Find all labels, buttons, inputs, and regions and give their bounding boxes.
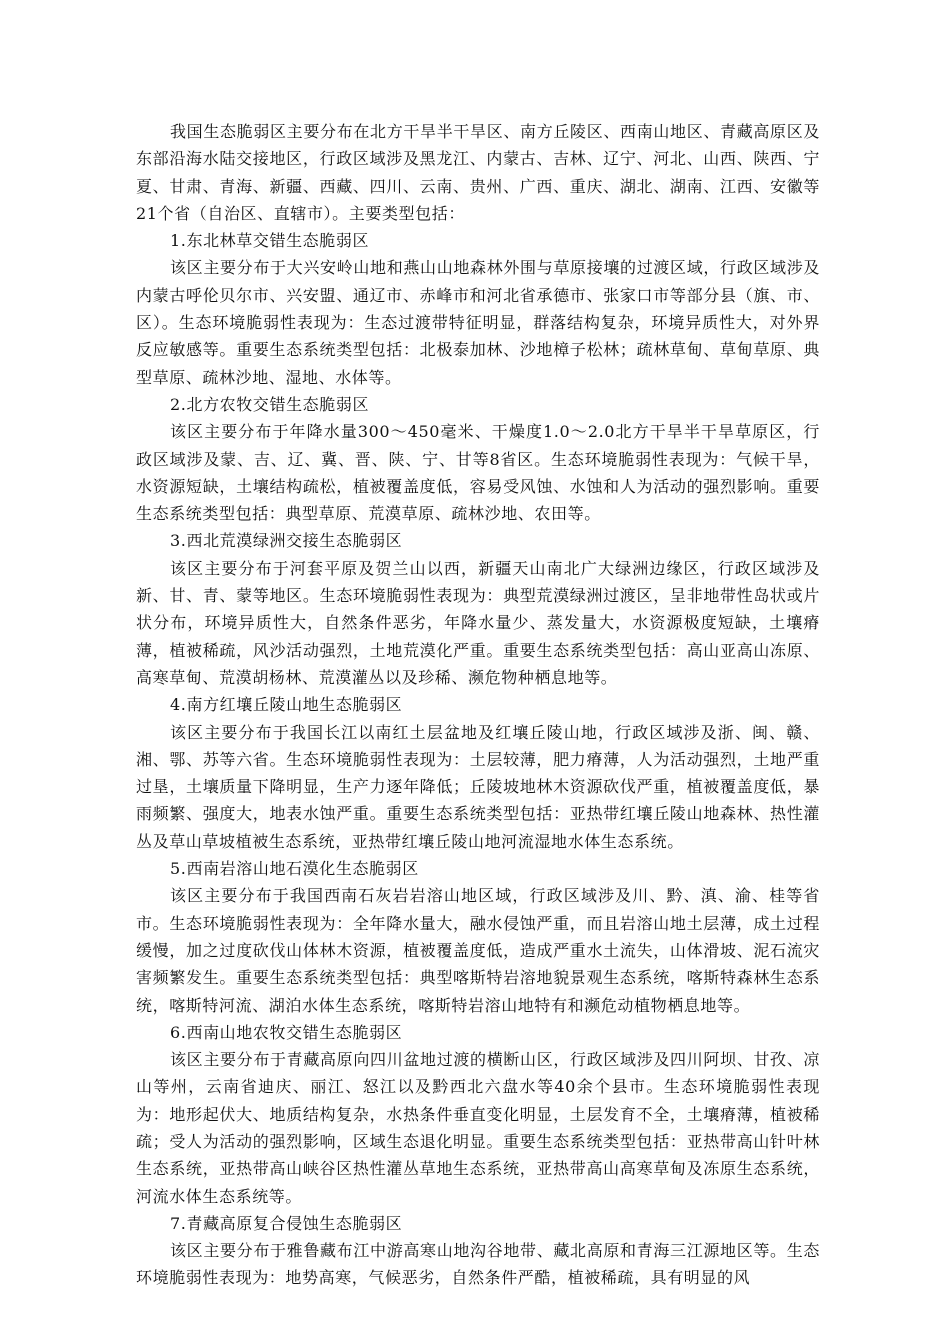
section-body-5: 该区主要分布于我国西南石灰岩岩溶山地区域，行政区域涉及川、黔、滇、渝、桂等省市。生态环境脆弱性表现为：全年降水量大，融水侵蚀严重，而且岩溶山地土层薄，成土过程缓慢，加之过度砍伐山体林木资源，植被覆盖度低，造成严重水土流失，山体滑坡、泥石流灾害频繁发生。重要生态系统类型包括：典型喀斯特岩溶地貌景观生态系统，喀斯特森林生态系统，喀斯特河流、湖泊水体生态系统，喀斯特岩溶山地特有和濒危动植物栖息地等。 (136, 886, 820, 1015)
section-heading-1: 1.东北林草交错生态脆弱区 (170, 231, 370, 251)
section-heading-3: 3.西北荒漠绿洲交接生态脆弱区 (170, 531, 403, 551)
section-body-4: 该区主要分布于我国长江以南红土层盆地及红壤丘陵山地，行政区域涉及浙、闽、赣、湘、鄂、苏等六省。生态环境脆弱性表现为：土层较薄，肥力瘠薄，人为活动强烈，土地严重过垦，土壤质量下降明显，生产力逐年降低；丘陵坡地林木资源砍伐严重，植被覆盖度低，暴雨频繁、强度大，地表水蚀严重。重要生态系统类型包括：亚热带红壤丘陵山地森林、热性灌丛及草山草坡植被生态系统，亚热带红壤丘陵山地河流湿地水体生态系统。 (136, 722, 820, 851)
section-heading-5: 5.西南岩溶山地石漠化生态脆弱区 (170, 859, 419, 879)
section-heading-2: 2.北方农牧交错生态脆弱区 (170, 394, 370, 414)
section-body-3: 该区主要分布于河套平原及贺兰山以西，新疆天山南北广大绿洲边缘区，行政区域涉及新、甘、青、蒙等地区。生态环境脆弱性表现为：典型荒漠绿洲过渡区，呈非地带性岛状或片状分布，环境异质性大，自然条件恶劣，年降水量少、蒸发量大，水资源极度短缺，土壤瘠薄，植被稀疏，风沙活动强烈，土地荒漠化严重。重要生态系统类型包括：高山亚高山冻原、高寒草甸、荒漠胡杨林、荒漠灌丛以及珍稀、濒危物种栖息地等。 (136, 558, 820, 687)
section-body-6: 该区主要分布于青藏高原向四川盆地过渡的横断山区，行政区域涉及四川阿坝、甘孜、凉山等州，云南省迪庆、丽江、怒江以及黔西北六盘水等40余个县市。生态环境脆弱性表现为：地形起伏大、地质结构复杂，水热条件垂直变化明显，土层发育不全，土壤瘠薄，植被稀疏；受人为活动的强烈影响，区域生态退化明显。重要生态系统类型包括：亚热带高山针叶林生态系统，亚热带高山峡谷区热性灌丛草地生态系统，亚热带高山高寒草甸及冻原生态系统，河流水体生态系统等。 (136, 1050, 820, 1206)
intro-paragraph: 我国生态脆弱区主要分布在北方干旱半干旱区、南方丘陵区、西南山地区、青藏高原区及东部沿海水陆交接地区，行政区域涉及黑龙江、内蒙古、吉林、辽宁、河北、山西、陕西、宁夏、甘肃、青海、新疆、西藏、四川、云南、贵州、广西、重庆、湖北、湖南、江西、安徽等21个省（自治区、直辖市）。主要类型包括： (136, 122, 820, 223)
section-heading-7: 7.青藏高原复合侵蚀生态脆弱区 (170, 1213, 403, 1233)
section-heading-4: 4.南方红壤丘陵山地生态脆弱区 (170, 695, 403, 715)
section-body-1: 该区主要分布于大兴安岭山地和燕山山地森林外围与草原接壤的过渡区域，行政区域涉及内蒙古呼伦贝尔市、兴安盟、通辽市、赤峰市和河北省承德市、张家口市等部分县（旗、市、区）。生态环境脆弱性表现为：生态过渡带特征明显，群落结构复杂，环境异质性大，对外界反应敏感等。重要生态系统类型包括：北极泰加林、沙地樟子松林；疏林草甸、草甸草原、典型草原、疏林沙地、湿地、水体等。 (136, 258, 820, 387)
section-body-7: 该区主要分布于雅鲁藏布江中游高寒山地沟谷地带、藏北高原和青海三江源地区等。生态环境脆弱性表现为：地势高寒，气候恶劣，自然条件严酷，植被稀疏，具有明显的风 (136, 1241, 820, 1288)
section-body-2: 该区主要分布于年降水量300～450毫米、干燥度1.0～2.0北方干旱半干旱草原区，行政区域涉及蒙、吉、辽、冀、晋、陕、宁、甘等8省区。生态环境脆弱性表现为：气候干旱，水资源短缺，土壤结构疏松，植被覆盖度低，容易受风蚀、水蚀和人为活动的强烈影响。重要生态系统类型包括：典型草原、荒漠草原、疏林沙地、农田等。 (136, 422, 820, 524)
document-page (136, 118, 820, 1292)
section-heading-6: 6.西南山地农牧交错生态脆弱区 (170, 1022, 403, 1042)
